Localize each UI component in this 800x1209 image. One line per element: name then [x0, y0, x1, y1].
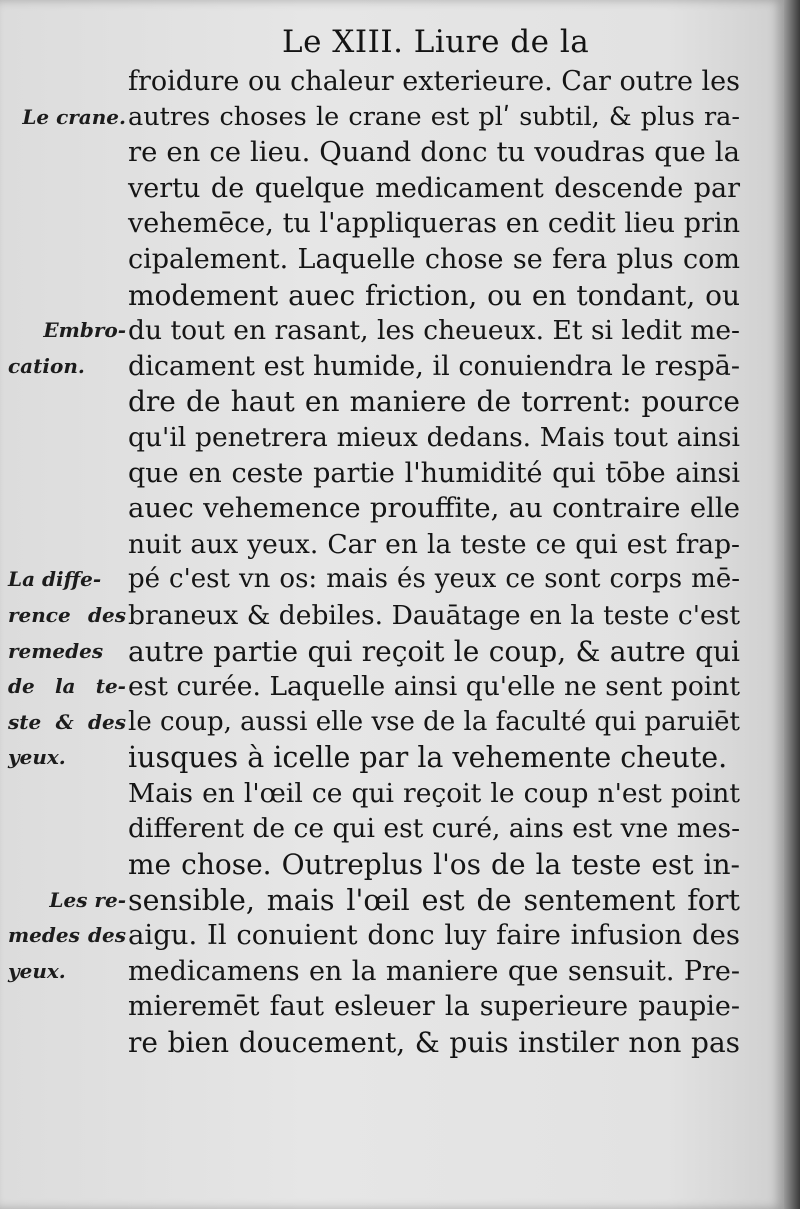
marginal-note-embrocation	[8, 313, 126, 384]
body-line: pé c'est vn os: mais és yeux ce sont corps mē-	[128, 564, 740, 595]
body-line: re bien doucement, & puis instiler non pas	[128, 1026, 740, 1060]
marginal-note-line: yeux.	[8, 958, 66, 983]
marginal-note-line: yeux.	[8, 745, 66, 770]
body-line: est curée. Laquelle ainsi qu'elle ne sent point	[128, 671, 740, 703]
body-line: sensible, mais l'œil est de sentement fort	[128, 883, 740, 917]
body-line: que en ceste partie l'humidité qui tōbe ainsi	[128, 457, 740, 489]
body-line: medicamens en la maniere que sensuit. Pre-	[128, 955, 740, 987]
body-line: autres choses le crane est plʹ subtil, & plus ra-	[128, 101, 740, 132]
marginal-note-line: Les re-	[49, 887, 126, 912]
marginal-note-line: medes des	[8, 923, 126, 948]
body-line: auec vehemence prouffite, au contraire elle	[128, 492, 740, 525]
page-edge-shadow	[784, 0, 800, 1209]
body-line: re en ce lieu. Quand donc tu voudras que la	[128, 136, 740, 169]
marginal-note-line: La diffe-	[8, 567, 102, 592]
body-line: autre partie qui reçoit le coup, & autre qui	[128, 634, 740, 668]
body-line: vertu de quelque medicament descende par	[128, 172, 740, 204]
marginal-note-remedes-yeux	[8, 883, 126, 990]
body-line: Mais en l'œil ce qui reçoit le coup n'est point	[128, 777, 740, 809]
body-line: vehemēce, tu l'appliqueras en cedit lieu prin	[128, 208, 740, 240]
marginal-note-line: ste & des	[8, 709, 126, 734]
marginal-note-line: cation.	[8, 353, 85, 378]
body-line: iusques à icelle par la vehemente cheute.	[128, 741, 728, 775]
marginal-note-line: rence des	[8, 602, 126, 627]
running-head: Le XIII. Liure de la	[282, 24, 590, 60]
body-line: me chose. Outreplus l'os de la teste est in-	[128, 848, 740, 882]
body-line: braneux & debiles. Dauātage en la teste c'est	[128, 599, 740, 631]
body-line: nuit aux yeux. Car en la teste ce qui est frap-	[128, 528, 740, 560]
body-line: modement auec friction, ou en tondant, ou	[128, 278, 740, 312]
body-line: dre de haut en maniere de torrent: pource	[128, 385, 740, 419]
body-line: le coup, aussi elle vse de la faculté qui paruiēt	[128, 706, 740, 737]
marginal-note-difference	[8, 562, 126, 776]
marginal-note-line: Embro-	[43, 318, 126, 343]
body-line: aigu. Il conuient donc luy faire infusion des	[128, 919, 740, 952]
marginal-note-crane	[8, 100, 126, 136]
marginal-note-line: Le crane.	[22, 104, 126, 129]
body-line: cipalement. Laquelle chose se fera plus com	[128, 243, 740, 275]
body-text	[128, 64, 740, 1061]
body-line: du tout en rasant, les cheueux. Et si ledit me-	[128, 315, 740, 347]
marginal-note-line: remedes	[8, 638, 104, 663]
body-line: froidure ou chaleur exterieure. Car outre les	[128, 66, 740, 97]
body-line: mieremēt faut esleuer la superieure paupie-	[128, 991, 740, 1023]
marginal-note-line: de la te-	[8, 674, 126, 699]
body-line: different de ce qui est curé, ains est vne mes-	[128, 813, 741, 845]
body-line: qu'il penetrera mieux dedans. Mais tout ainsi	[128, 421, 740, 453]
body-line: dicament est humide, il conuiendra le respā-	[128, 350, 740, 382]
